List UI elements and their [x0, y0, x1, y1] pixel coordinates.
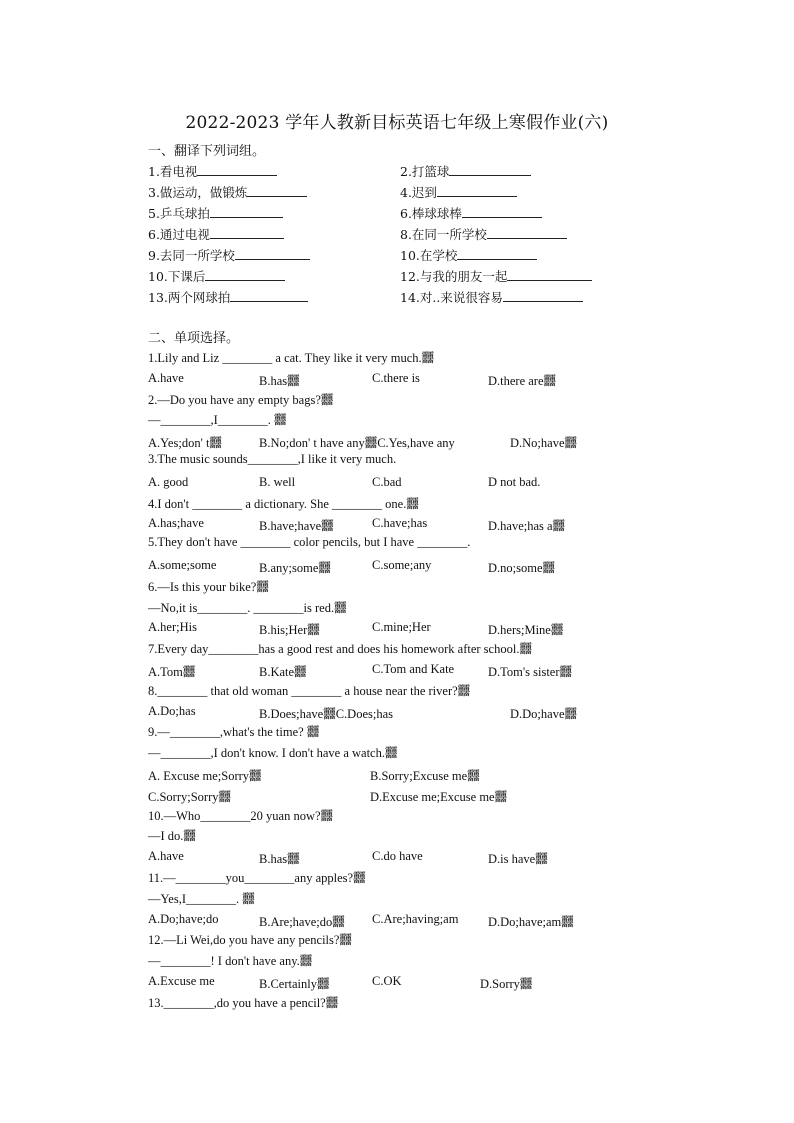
- options-row: [148, 974, 668, 992]
- options-row: [148, 912, 668, 930]
- vocab-item: [148, 246, 310, 264]
- answer-option[interactable]: B.his;Her䨻: [259, 623, 320, 638]
- vocab-item: [400, 183, 517, 201]
- options-row: [148, 371, 668, 389]
- vocab-text: 9.去同一所学校: [148, 248, 235, 263]
- vocab-text: 2.打篮球: [400, 164, 450, 179]
- question-text: 1.Lily and Liz ________ a cat. They like it very much.䨻: [148, 351, 435, 365]
- answer-option[interactable]: B.No;don' t have any䨻C.Yes,have any: [259, 436, 455, 451]
- vocab-row: [148, 204, 668, 224]
- answer-blank[interactable]: [503, 288, 583, 302]
- options-row: [148, 620, 668, 638]
- question-text: 4.I don't ________ a dictionary. She ________ one.䨻: [148, 496, 419, 511]
- answer-option[interactable]: C.Sorry;Sorry䨻: [148, 789, 231, 804]
- answer-option[interactable]: B.any;some䨻: [259, 561, 331, 575]
- answer-option[interactable]: A.have: [148, 370, 184, 385]
- answer-blank[interactable]: [507, 267, 592, 281]
- answer-option[interactable]: C.bad: [372, 474, 402, 489]
- options-row: [148, 849, 668, 867]
- answer-option[interactable]: B.has䨻: [259, 373, 300, 388]
- answer-blank[interactable]: [210, 204, 283, 218]
- answer-option[interactable]: D.have;has a䨻: [488, 519, 566, 534]
- vocab-row: [148, 183, 668, 203]
- options-row: [148, 558, 668, 576]
- answer-option[interactable]: B. well: [259, 474, 296, 489]
- answer-option[interactable]: B.Sorry;Excuse me䨻: [370, 769, 480, 783]
- section-2-heading: 二、单项选择。: [148, 331, 240, 346]
- section-1-heading: 一、翻译下列词组。: [148, 144, 266, 159]
- question-text: 8.________ that old woman ________ a house near the river?䨻: [148, 683, 471, 698]
- vocab-text: 13.两个网球拍: [148, 290, 231, 305]
- answer-blank[interactable]: [210, 225, 284, 239]
- options-row: [148, 433, 668, 451]
- answer-option[interactable]: C.do have: [372, 849, 423, 864]
- answer-option[interactable]: B.has䨻: [259, 852, 300, 867]
- options-row: [148, 766, 668, 784]
- answer-option[interactable]: B.Certainly䨻: [259, 977, 330, 991]
- vocab-item: [148, 183, 307, 201]
- vocab-row: [148, 288, 668, 308]
- question-text: 2.—Do you have any empty bags?䨻: [148, 392, 334, 407]
- answer-blank[interactable]: [247, 183, 307, 197]
- options-row: [148, 787, 668, 805]
- answer-option[interactable]: D.is have䨻: [488, 852, 548, 867]
- vocab-text: 1.看电视: [148, 164, 198, 179]
- answer-option[interactable]: D.Sorry䨻: [480, 977, 533, 991]
- question-text: —I do.䨻: [148, 829, 196, 844]
- question-text: 13.________,do you have a pencil?䨻: [148, 995, 339, 1010]
- answer-blank[interactable]: [437, 183, 517, 197]
- answer-option[interactable]: C.Are;having;am: [372, 911, 459, 926]
- answer-option[interactable]: A.Tom䨻: [148, 665, 196, 679]
- answer-option[interactable]: A.Do;have;do: [148, 911, 219, 926]
- options-row: [148, 475, 668, 493]
- question-text: —________! I don't have any.䨻: [148, 954, 313, 969]
- vocab-text: 8.在同一所学校: [400, 227, 487, 242]
- answer-blank[interactable]: [457, 246, 537, 260]
- question-text: 12.—Li Wei,do you have any pencils?䨻: [148, 933, 352, 948]
- answer-option[interactable]: D.no;some䨻: [488, 561, 556, 575]
- page-title: 2022-2023 学年人教新目标英语七年级上寒假作业(六): [185, 113, 609, 133]
- vocab-row: [148, 225, 668, 245]
- question-text: 11.—________you________any apples?䨻: [148, 871, 366, 885]
- answer-blank[interactable]: [487, 225, 567, 239]
- vocab-item: [148, 267, 285, 285]
- answer-option[interactable]: B.Kate䨻: [259, 665, 307, 679]
- vocab-item: [400, 225, 567, 243]
- vocab-row: [148, 162, 668, 182]
- answer-option[interactable]: B.Does;have䨻C.Does;has: [259, 706, 394, 721]
- vocab-item: [400, 204, 542, 222]
- answer-option[interactable]: C.OK: [372, 974, 402, 988]
- answer-option[interactable]: A.Excuse me: [148, 974, 215, 988]
- answer-blank[interactable]: [197, 162, 277, 176]
- answer-blank[interactable]: [205, 267, 285, 281]
- question-text: 3.The music sounds________,I like it very much.: [148, 452, 397, 466]
- answer-option[interactable]: D.No;have䨻: [510, 436, 577, 451]
- answer-option[interactable]: B.have;have䨻: [259, 519, 334, 534]
- answer-option[interactable]: A.Yes;don' t䨻: [148, 436, 222, 451]
- answer-option[interactable]: D.Do;have;am䨻: [488, 914, 574, 929]
- options-row: [148, 662, 668, 680]
- answer-option[interactable]: D.hers;Mine䨻: [488, 623, 564, 638]
- answer-option[interactable]: D.there are䨻: [488, 373, 557, 388]
- vocab-text: 10.下课后: [148, 269, 206, 284]
- vocab-text: 5.乒乓球拍: [148, 206, 210, 221]
- vocab-item: [148, 288, 308, 306]
- vocab-text: 14.对..来说很容易: [400, 290, 503, 305]
- answer-option[interactable]: B.Are;have;do䨻: [259, 914, 345, 929]
- vocab-item: [148, 225, 284, 243]
- answer-option[interactable]: A.have: [148, 849, 184, 864]
- vocab-row: [148, 267, 668, 287]
- answer-option[interactable]: A. good: [148, 474, 189, 489]
- answer-option[interactable]: C.mine;Her: [372, 620, 431, 635]
- vocab-text: 3.做运动，做锻炼: [148, 185, 248, 200]
- question-text: 10.—Who________20 yuan now?䨻: [148, 808, 334, 823]
- answer-option[interactable]: A.has;have: [148, 516, 204, 531]
- question-text: —No,it is________. ________is red.䨻: [148, 600, 347, 615]
- vocab-text: 12.与我的朋友一起: [400, 269, 508, 284]
- options-row: [148, 704, 668, 722]
- question-text: 7.Every day________has a good rest and does his homework after school.䨻: [148, 642, 532, 657]
- question-text: —________,I don't know. I don't have a watch.䨻: [148, 746, 398, 761]
- vocab-row: [148, 246, 668, 266]
- question-text: 9.—________,what's the time? 䨻: [148, 725, 320, 740]
- answer-option[interactable]: C.there is: [372, 370, 420, 385]
- vocab-item: [148, 162, 277, 180]
- vocab-text: 10.在学校: [400, 248, 458, 263]
- answer-blank[interactable]: [235, 246, 310, 260]
- question-text: —Yes,I________. 䨻: [148, 891, 255, 906]
- answer-option[interactable]: A.her;His: [148, 620, 197, 635]
- vocab-text: 6.棒球球棒: [400, 206, 462, 221]
- vocab-item: [148, 204, 283, 222]
- vocab-item: [400, 246, 537, 264]
- vocab-text: 6.通过电视: [148, 227, 210, 242]
- answer-option[interactable]: D.Do;have䨻: [510, 706, 577, 721]
- vocab-item: [400, 162, 531, 180]
- vocab-text: 4.迟到: [400, 185, 437, 200]
- answer-option[interactable]: A.some;some: [148, 558, 217, 572]
- options-row: [148, 516, 668, 534]
- vocab-item: [400, 288, 583, 306]
- question-text: 5.They don't have ________ color pencils, but I have ________.: [148, 535, 471, 550]
- answer-option[interactable]: C.Tom and Kate: [372, 662, 455, 676]
- answer-blank[interactable]: [449, 162, 531, 176]
- answer-option[interactable]: D.Excuse me;Excuse me䨻: [370, 789, 508, 804]
- answer-option[interactable]: A. Excuse me;Sorry䨻: [148, 769, 262, 783]
- answer-option[interactable]: D.Tom's sister䨻: [488, 665, 573, 679]
- answer-blank[interactable]: [230, 288, 308, 302]
- vocab-item: [400, 267, 592, 285]
- answer-option[interactable]: D not bad.: [488, 474, 541, 489]
- question-text: —________,I________. 䨻: [148, 413, 287, 428]
- answer-option[interactable]: A.Do;has: [148, 703, 196, 718]
- answer-option[interactable]: C.have;has: [372, 516, 428, 531]
- answer-option[interactable]: C.some;any: [372, 558, 432, 572]
- question-text: 6.—Is this your bike?䨻: [148, 579, 269, 594]
- answer-blank[interactable]: [462, 204, 542, 218]
